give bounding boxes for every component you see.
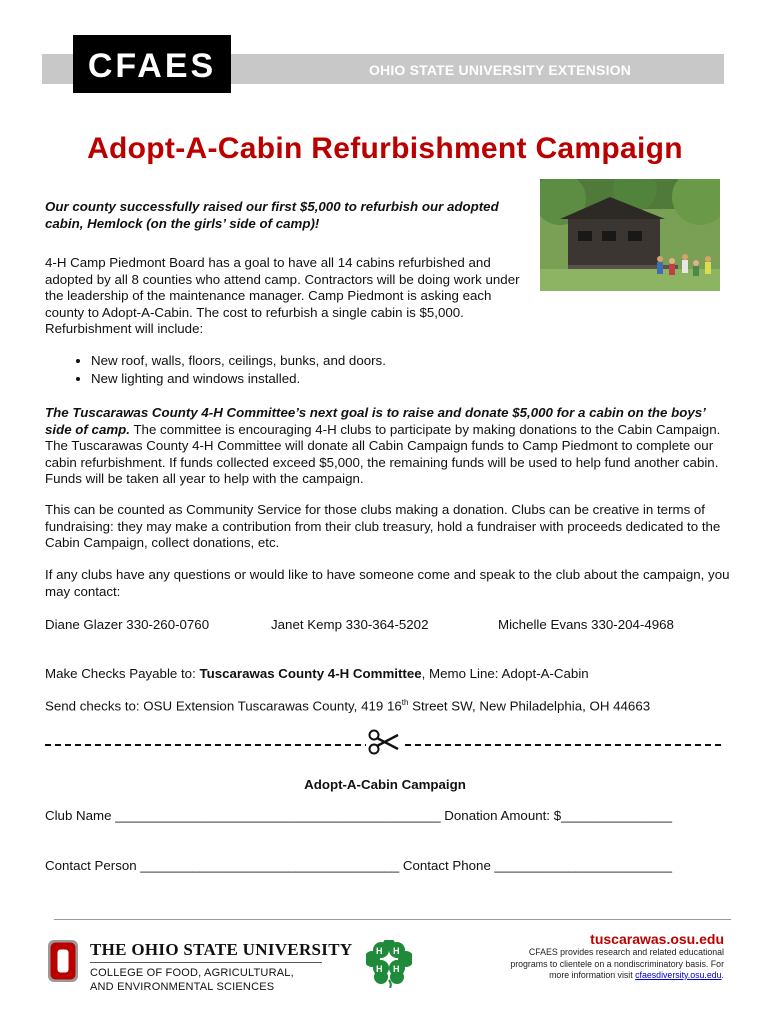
club-row[interactable] [45,808,672,823]
contact-person-field[interactable]: ___________________________________ [136,858,403,873]
club-name-label: Club Name [45,808,112,823]
extension-label: OHIO STATE UNIVERSITY EXTENSION [368,62,632,78]
committee-details: The committee is encouraging 4-H clubs to participate by making donations to the Cabin Campaign. The Tuscarawas County 4-H Committee will donate all Cabin Campaign funds to Camp Piedmont to complete our cabin refurbishment. If funds collected exceed $5,000, the remaining funds will be used to help fund another cabin. Funds will be taken all year to help with the campaign. [45,421,721,486]
college-line-2: AND ENVIRONMENTAL SCIENCES [90,980,275,993]
four-h-clover-icon [366,940,412,988]
intro-statement: Our county successfully raised our first $5,000 to refurbish our adopted cabin, Hemlock (on the girls’ side of camp)! [45,199,499,231]
college-line-1: COLLEGE OF FOOD, AGRICULTURAL, [90,967,294,979]
contact-diane: Diane Glazer 330-260-0760 [45,617,210,632]
nondiscrimination-note [480,947,724,982]
contact-paragraph: If any clubs have any questions or would like to have someone come and speak to the club about the campaign, you may contact: [45,567,730,599]
cabin-photo [540,179,720,291]
note-line-2: programs to clientele on a nondiscriminatory basis. For [510,958,724,969]
memo-line: , Memo Line: Adopt-A-Cabin [421,666,589,681]
list-item: • New roof, walls, floors, ceilings, bunks, and doors. [91,352,531,370]
diversity-link[interactable]: cfaesdiversity.osu.edu [635,970,722,980]
college-name [90,967,294,994]
contact-person-label: Contact Person [45,858,137,873]
payable-prefix: Make Checks Payable to: [45,666,200,681]
svg-text:H: H [393,946,400,956]
form-title: Adopt-A-Cabin Campaign [304,777,466,792]
note-line-3 [480,970,724,982]
note-line-1: CFAES provides research and related educational [528,947,724,957]
payee: Tuscarawas County 4-H Committee [199,666,422,681]
note-line-3-prefix: more information visit [549,970,636,980]
contact-row[interactable] [45,858,672,873]
svg-text:H: H [393,964,400,974]
university-rule [90,962,322,963]
donation-amount-field[interactable]: _______________ [561,808,673,823]
committee-paragraph [45,405,735,488]
svg-text:H: H [376,946,383,956]
svg-text:H: H [376,964,383,974]
community-service-paragraph: This can be counted as Community Service for those clubs making a donation. Clubs can be creative in terms of fundraising: they may make a contribution from their club treasury, hold a fundraiser with proceeds dedicated to the Cabin Campaign, collect donations, etc. [45,502,721,550]
payable-line [45,666,589,681]
contact-janet: Janet Kemp 330-364-5202 [271,617,429,632]
block-o-logo [48,940,78,982]
committee-goal: The Tuscarawas County 4-H Committee’s next goal is to raise and donate $5,000 for a cabin on the boys’ side of camp. [45,405,706,437]
cfaes-logo-text: CFAES [87,47,217,85]
donation-amount-label: Donation Amount: $ [444,808,562,823]
footer-divider [54,919,731,920]
send-line [45,698,650,713]
ordinal-suffix: th [401,698,409,707]
send-suffix: Street SW, New Philadelphia, OH 44663 [408,698,651,714]
website-link[interactable]: tuscarawas.osu.edu [590,931,724,947]
refurbishment-list [45,352,531,387]
send-prefix: Send checks to: OSU Extension Tuscarawas County, 419 16 [45,698,402,714]
goal-paragraph: 4-H Camp Piedmont Board has a goal to have all 14 cabins refurbished and adopted by all 8 counties who attend camp. Contractors will be doing work under the leadership of the maintenance manager. Camp Piedmont is asking each county to Adopt-A-Cabin. The cost to refurbish a single cabin is $5,000. Refurbishment will include: [45,255,520,336]
list-item: • New lighting and windows installed. [91,370,531,388]
contact-phone-field[interactable]: ________________________ [490,858,673,873]
contact-phone-label: Contact Phone [402,858,491,873]
contact-michelle: Michelle Evans 330-204-4968 [498,617,674,632]
page-title: Adopt-A-Cabin Refurbishment Campaign [87,132,683,165]
university-name: THE OHIO STATE UNIVERSITY [90,940,353,959]
note-period: . [721,970,724,980]
scissors-icon [366,727,402,757]
club-name-field[interactable]: ____________________________________________ [111,808,445,823]
